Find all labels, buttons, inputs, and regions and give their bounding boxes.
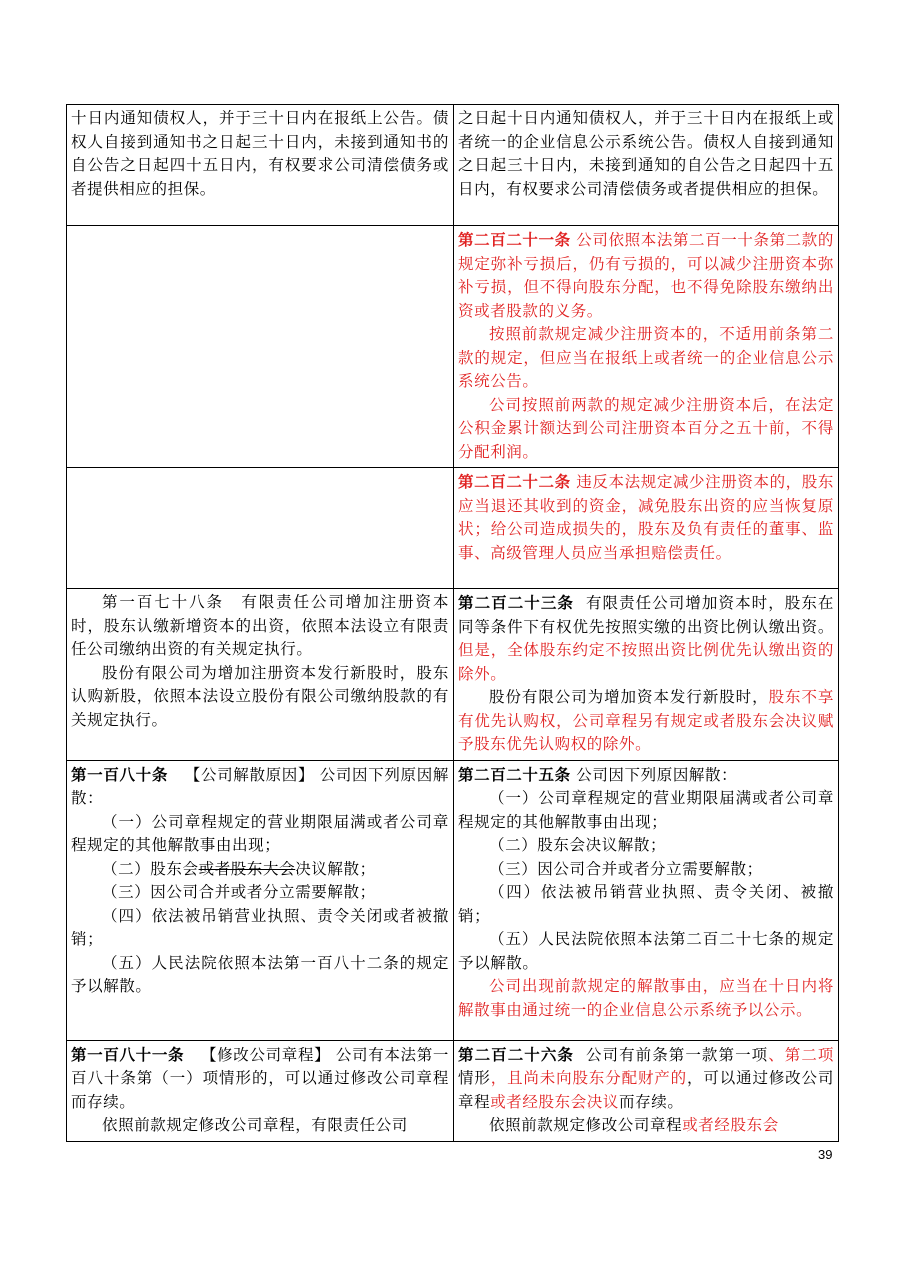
list-item: （四）依法被吊销营业执照、责令关闭或者被撤销； [71, 906, 449, 948]
paragraph: 公司依照本法第二百一十条第二款的规定弥补亏损后，仍有亏损的，可以减少注册资本弥补亏损，但不得向股东分配，也不得免除股东缴纳出资或者股款的义务。 [458, 231, 834, 320]
table-cell-new [454, 589, 839, 761]
table-row [67, 760, 839, 1040]
amendment-text: ，且尚未向股东分配财产的 [490, 1069, 688, 1087]
amendment-text: 但是，全体股东约定不按照出资比例优先认缴出资的除外。 [458, 641, 834, 683]
comparison-table [66, 104, 839, 1142]
paragraph: 按照前款规定减少注册资本的，不适用前条第二款的规定，但应当在报纸上或者统一的企业信息公示系统公告。 [458, 325, 834, 390]
paragraph: 依照前款规定修改公司章程，有限责任公司 [102, 1116, 408, 1134]
article-heading: 第二百二十六条 [458, 1044, 574, 1064]
list-item: （一）公司章程规定的营业期限届满或者公司章程规定的其他解散事由出现； [71, 812, 449, 854]
amendment-text: 股东不享有优先认购权，公司章程另有规定或者股东会决议赋予股东优先认购权的除外。 [458, 688, 834, 753]
table-cell-new [454, 1040, 839, 1141]
paragraph-text: 有限责任公司增加资本时，股东在同等条件下有权优先按照实缴的出资比例认缴出资。 [458, 594, 834, 636]
list-item: （二）股东会 [102, 859, 199, 878]
table-cell-new [454, 760, 839, 1040]
paragraph-text: 而存续。 [619, 1092, 684, 1111]
list-item-tail: 决议解散； [295, 859, 376, 878]
table-row [67, 589, 839, 761]
page-number: 39 [818, 1147, 833, 1162]
amendment-paragraph: 公司出现前款规定的解散事由，应当在十日内将解散事由通过统一的企业信息公示系统予以公示。 [458, 977, 834, 1019]
table-cell-old [67, 589, 454, 761]
table-row [67, 1040, 839, 1141]
article-tag: 【公司解散原因】 [184, 765, 315, 784]
article-heading: 第一百八十条 [71, 764, 168, 784]
paragraph: 十日内通知债权人，并于三十日内在报纸上公告。债权人自接到通知书之日起三十日内，未接到通知书的自公告之日起四十五日内，有权要求公司清偿债务或者提供相应的担保。 [71, 109, 449, 198]
paragraph-text: 公司有本法第一百八十条第（一）项情形的，可以通过修改公司章程而存续。 [71, 1045, 449, 1111]
table-cell-old [67, 105, 454, 226]
table-cell-old [67, 760, 454, 1040]
list-item: （三）因公司合并或者分立需要解散； [489, 859, 763, 878]
table-cell-new [454, 226, 839, 468]
article-tag: 【修改公司章程】 [200, 1045, 331, 1064]
paragraph: 第一百七十八条 有限责任公司增加注册资本时，股东认缴新增资本的出资，依照本法设立有限责任公司缴纳出资的有关规定执行。 [71, 593, 449, 658]
paragraph: 违反本法规定减少注册资本的，股东应当退还其收到的资金，减免股东出资的应当恢复原状；给公司造成损失的，股东及负有责任的董事、监事、高级管理人员应当承担赔偿责任。 [458, 473, 834, 562]
paragraph: 之日起十日内通知债权人，并于三十日内在报纸上或者统一的企业信息公示系统公告。债权人自接到通知之日起三十日内，未接到通知的自公告之日起四十五日内，有权要求公司清偿债务或者提供相应的担保。 [458, 109, 834, 198]
list-item: （四）依法被吊销营业执照、责令关闭、被撤销； [458, 883, 834, 925]
list-item: （五）人民法院依照本法第二百二十七条的规定予以解散。 [458, 930, 834, 972]
paragraph: 股份有限公司为增加注册资本发行新股时，股东认购新股，依照本法设立股份有限公司缴纳股款的有关规定执行。 [71, 663, 449, 729]
article-heading: 第二百二十二条 [458, 472, 571, 491]
paragraph-text: 公司有前条第一款第一项 [585, 1045, 769, 1064]
list-item: （二）股东会决议解散； [489, 836, 667, 854]
article-heading: 第一百八十一条 [71, 1044, 185, 1064]
paragraph-text: 股份有限公司为增加资本发行新股时， [489, 688, 769, 706]
paragraph-text: 公司因下列原因解散： [71, 765, 449, 807]
list-item: （五）人民法院依照本法第一百八十二条的规定予以解散。 [71, 953, 449, 995]
table-cell-old [67, 1040, 454, 1141]
paragraph-text: 情形 [458, 1069, 491, 1087]
amendment-text: 或者经股东会 [682, 1116, 779, 1134]
table-cell-old-empty [67, 226, 454, 468]
article-heading: 第二百二十五条 [458, 764, 571, 784]
table-row [67, 468, 839, 589]
paragraph: 公司按照前两款的规定减少注册资本后，在法定公积金累计额达到公司注册资本百分之五十前，不得分配利润。 [458, 395, 834, 461]
paragraph-text: ，可以通过修改公司章程 [458, 1069, 835, 1111]
article-heading: 第二百二十一条 [458, 230, 571, 249]
article-heading: 第二百二十三条 [458, 593, 574, 612]
list-item: （一）公司章程规定的营业期限届满或者公司章程规定的其他解散事由出现； [458, 789, 834, 831]
table-cell-old-empty [67, 468, 454, 589]
table-cell-new [454, 468, 839, 589]
amendment-text: 或者经股东会决议 [490, 1092, 620, 1111]
table-row [67, 105, 839, 226]
paragraph-text: 依照前款规定修改公司章程 [489, 1116, 683, 1134]
deleted-text: 或者股东大会 [198, 859, 296, 878]
table-row [67, 226, 839, 468]
paragraph-text: 公司因下列原因解散： [576, 765, 738, 784]
list-item: （三）因公司合并或者分立需要解散； [102, 883, 376, 901]
table-cell-new [454, 105, 839, 226]
amendment-text: 、第二项 [768, 1045, 835, 1064]
